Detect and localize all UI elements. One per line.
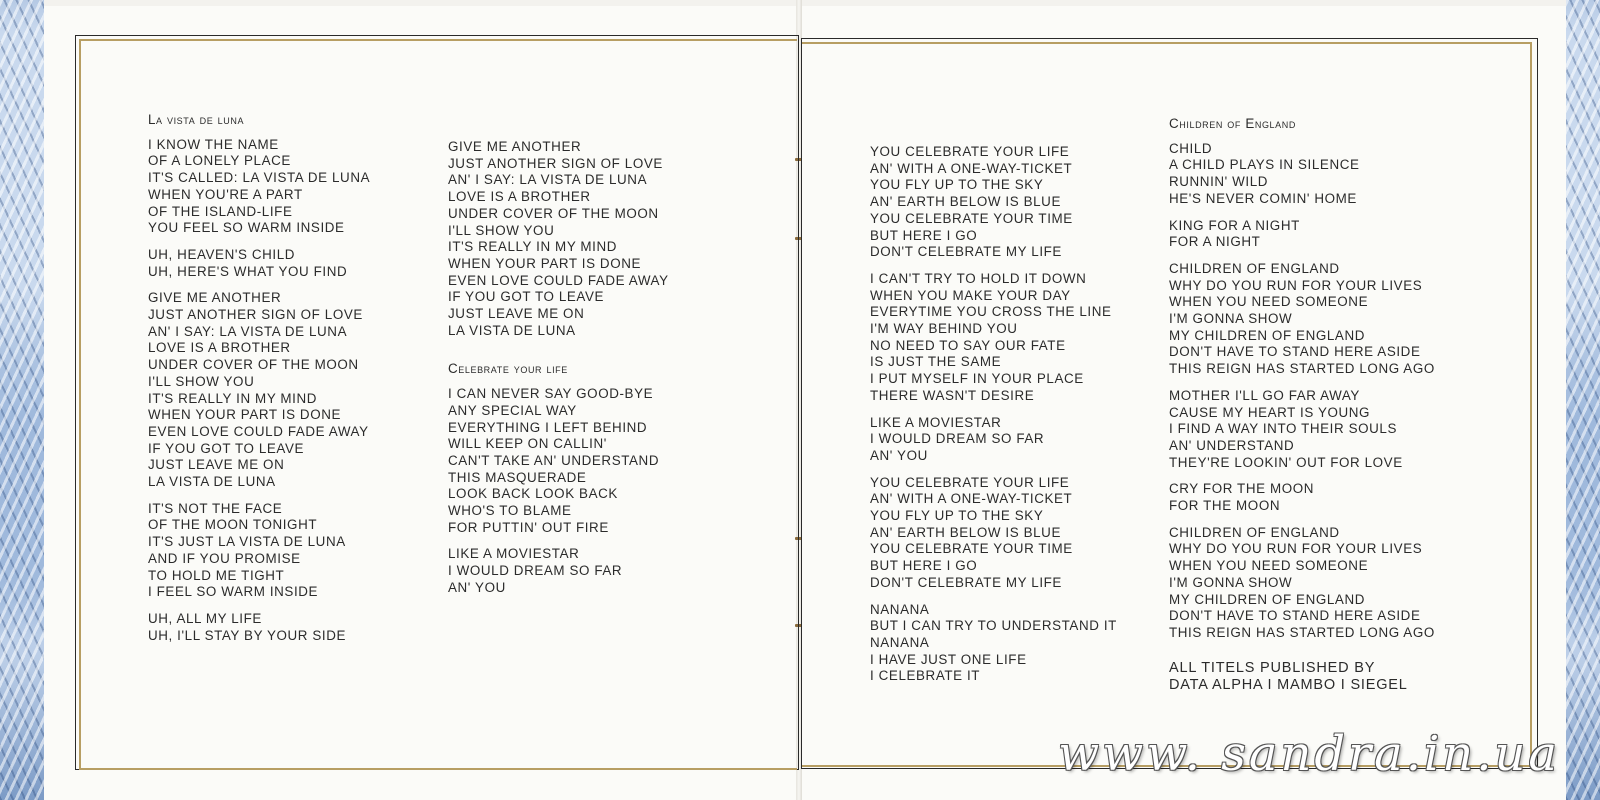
lyric-line: GIVE ME ANOTHER xyxy=(448,139,582,154)
lyric-line: UH, I'LL STAY BY YOUR SIDE xyxy=(148,627,346,643)
lyric-line: I PUT MYSELF IN YOUR PLACE xyxy=(870,371,1084,387)
publishing-credit xyxy=(1169,660,1435,694)
lyric-line: I'M GONNA SHOW xyxy=(1169,574,1293,590)
lyrics-column-4 xyxy=(1169,116,1435,694)
lyric-line: IF YOU GOT TO LEAVE xyxy=(148,440,305,456)
lyric-line: TO HOLD ME TIGHT xyxy=(148,567,285,583)
lyric-line: EVEN LOVE COULD FADE AWAY xyxy=(448,272,669,288)
lyric-line: CRY FOR THE MOON xyxy=(1169,481,1315,497)
lyric-line: DON'T CELEBRATE MY LIFE xyxy=(870,574,1062,590)
lyric-line: BUT I CAN TRY TO UNDERSTAND IT xyxy=(870,618,1117,634)
stanza xyxy=(448,139,669,339)
lyric-line: YOU CELEBRATE YOUR TIME xyxy=(870,541,1073,557)
lyric-line: FOR PUTTIN' OUT FIRE xyxy=(448,519,609,535)
lyric-line: AN' EARTH BELOW IS BLUE xyxy=(870,524,1061,540)
lyric-line: LA VISTA DE LUNA xyxy=(148,474,276,490)
lyric-line: THEY'RE LOOKIN' OUT FOR LOVE xyxy=(1169,454,1403,470)
lyrics-body xyxy=(448,386,669,596)
stanza xyxy=(448,386,669,536)
lyric-line: I CAN'T TRY TO HOLD IT DOWN xyxy=(870,270,1087,286)
lyric-line: IT'S JUST LA VISTA DE LUNA xyxy=(148,534,346,550)
lyric-line: EVERYTIME YOU CROSS THE LINE xyxy=(870,304,1112,320)
lyric-line: WHY DO YOU RUN FOR YOUR LIVES xyxy=(1169,277,1423,293)
lyric-line: CHILDREN OF ENGLAND xyxy=(1169,260,1340,276)
stanza xyxy=(870,602,1117,686)
lyric-line: FOR THE MOON xyxy=(1169,498,1281,514)
lyric-line: THERE WASN'T DESIRE xyxy=(870,387,1035,403)
song-title: Celebrate your life xyxy=(448,361,568,377)
song-title: Children of England xyxy=(1169,116,1296,131)
lyric-line: YOU FLY UP TO THE SKY xyxy=(870,508,1044,524)
lyric-line: BUT HERE I GO xyxy=(870,227,978,243)
lyric-line: UH, ALL MY LIFE xyxy=(148,610,262,626)
lyric-line: FOR A NIGHT xyxy=(1169,234,1261,250)
lyric-line: AN' I SAY: LA VISTA DE LUNA xyxy=(448,172,648,188)
marbled-edge-left xyxy=(0,0,44,800)
lyric-line: WHEN YOU NEED SOMEONE xyxy=(1169,558,1369,574)
lyric-line: I FIND A WAY INTO THEIR SOULS xyxy=(1169,421,1397,437)
stanza xyxy=(148,290,370,490)
lyric-line: WHO'S TO BLAME xyxy=(448,503,572,519)
lyric-line: UH, HERE'S WHAT YOU FIND xyxy=(148,263,348,279)
lyric-line: IT'S REALLY IN MY MIND xyxy=(148,390,318,406)
lyric-line: I'M WAY BEHIND YOU xyxy=(870,321,1018,337)
lyric-line: MY CHILDREN OF ENGLAND xyxy=(1169,591,1365,607)
stanza xyxy=(1169,141,1435,208)
lyric-line: I WOULD DREAM SO FAR xyxy=(870,431,1045,447)
stanza xyxy=(1169,388,1435,472)
lyric-line: UNDER COVER OF THE MOON xyxy=(448,205,659,221)
lyric-line: AN' YOU xyxy=(870,447,928,463)
lyric-line: YOU FEEL SO WARM INSIDE xyxy=(148,220,345,236)
lyrics-body xyxy=(1169,141,1435,642)
lyric-line: AN' I SAY: LA VISTA DE LUNA xyxy=(148,323,348,339)
lyric-line: NANANA xyxy=(870,634,930,650)
watermark-url: www. sandra.in.ua xyxy=(1058,726,1560,782)
lyric-line: JUST ANOTHER SIGN OF LOVE xyxy=(148,307,363,323)
lyric-line: CHILDREN OF ENGLAND xyxy=(1169,524,1340,540)
lyric-line: A CHILD PLAYS IN SILENCE xyxy=(1169,157,1360,173)
lyric-line: WHEN YOU NEED SOMEONE xyxy=(1169,294,1369,310)
lyric-line: IT'S REALLY IN MY MIND xyxy=(448,239,618,255)
song-title: La vista de luna xyxy=(148,112,245,127)
lyric-line: JUST LEAVE ME ON xyxy=(148,457,285,473)
stanza xyxy=(148,137,370,237)
lyric-line: OF THE ISLAND-LIFE xyxy=(148,203,293,219)
stanza xyxy=(1169,481,1435,514)
lyric-line: RUNNIN' WILD xyxy=(1169,174,1269,190)
stanza xyxy=(148,611,370,644)
lyric-line: YOU CELEBRATE YOUR LIFE xyxy=(870,144,1070,159)
lyric-line: IT'S NOT THE FACE xyxy=(148,500,283,516)
lyric-line: HE'S NEVER COMIN' HOME xyxy=(1169,190,1357,206)
lyrics-column-1 xyxy=(148,112,370,654)
marbled-edge-right xyxy=(1566,0,1600,800)
lyric-line: OF A LONELY PLACE xyxy=(148,153,291,169)
lyric-line: WHEN YOU MAKE YOUR DAY xyxy=(870,287,1071,303)
lyric-line: YOU CELEBRATE YOUR LIFE xyxy=(870,474,1070,490)
lyric-line: WHEN YOUR PART IS DONE xyxy=(148,407,342,423)
lyrics-body xyxy=(148,137,370,645)
lyric-line: DON'T CELEBRATE MY LIFE xyxy=(870,244,1062,260)
lyric-line: I'LL SHOW YOU xyxy=(448,222,555,238)
lyric-line: WHY DO YOU RUN FOR YOUR LIVES xyxy=(1169,541,1423,557)
credit-line: ALL TITELS PUBLISHED BY xyxy=(1169,659,1376,676)
lyric-line: EVERYTHING I LEFT BEHIND xyxy=(448,419,648,435)
lyric-line: I HAVE JUST ONE LIFE xyxy=(870,651,1027,667)
lyric-line: AN' WITH A ONE-WAY-TICKET xyxy=(870,160,1073,176)
lyric-line: I'LL SHOW YOU xyxy=(148,373,255,389)
lyric-line: AN' UNDERSTAND xyxy=(1169,437,1295,453)
lyric-line: IF YOU GOT TO LEAVE xyxy=(448,289,605,305)
stanza xyxy=(1169,525,1435,642)
lyric-line: IS JUST THE SAME xyxy=(870,354,1002,370)
stanza xyxy=(1169,261,1435,378)
lyric-line: JUST LEAVE ME ON xyxy=(448,306,585,322)
lyric-line: LIKE A MOVIESTAR xyxy=(448,546,580,562)
stanza xyxy=(870,144,1117,261)
lyric-line: GIVE ME ANOTHER xyxy=(148,290,282,306)
stanza xyxy=(148,501,370,601)
lyric-line: WHEN YOUR PART IS DONE xyxy=(448,255,642,271)
lyric-line: YOU CELEBRATE YOUR TIME xyxy=(870,210,1073,226)
lyrics-body xyxy=(448,139,669,339)
lyric-line: NANANA xyxy=(870,601,930,617)
lyric-line: AN' EARTH BELOW IS BLUE xyxy=(870,194,1061,210)
lyric-line: OF THE MOON TONIGHT xyxy=(148,517,318,533)
stanza xyxy=(870,415,1117,465)
lyric-line: MY CHILDREN OF ENGLAND xyxy=(1169,327,1365,343)
lyric-line: LA VISTA DE LUNA xyxy=(448,322,576,338)
lyric-line: DON'T HAVE TO STAND HERE ASIDE xyxy=(1169,608,1421,624)
lyric-line: THIS MASQUERADE xyxy=(448,469,587,485)
lyric-line: I'M GONNA SHOW xyxy=(1169,311,1293,327)
lyric-line: I FEEL SO WARM INSIDE xyxy=(148,584,319,600)
lyric-line: I KNOW THE NAME xyxy=(148,136,279,152)
credit-line: DATA ALPHA I MAMBO I SIEGEL xyxy=(1169,676,1408,693)
lyric-line: LIKE A MOVIESTAR xyxy=(870,414,1002,430)
lyric-line: MOTHER I'LL GO FAR AWAY xyxy=(1169,387,1360,403)
lyric-line: CAUSE MY HEART IS YOUNG xyxy=(1169,404,1371,420)
stanza xyxy=(1169,218,1435,251)
lyric-line: JUST ANOTHER SIGN OF LOVE xyxy=(448,155,663,171)
lyric-line: ANY SPECIAL WAY xyxy=(448,402,577,418)
lyrics-column-2 xyxy=(448,139,669,607)
lyric-line: I CAN NEVER SAY GOOD-BYE xyxy=(448,386,654,402)
lyric-line: I WOULD DREAM SO FAR xyxy=(448,563,623,579)
stanza xyxy=(448,546,669,596)
stanza xyxy=(148,247,370,280)
lyric-line: AN' YOU xyxy=(448,579,506,595)
lyric-line: CAN'T TAKE AN' UNDERSTAND xyxy=(448,452,660,468)
lyric-line: IT'S CALLED: LA VISTA DE LUNA xyxy=(148,170,371,186)
lyric-line: NO NEED TO SAY OUR FATE xyxy=(870,337,1066,353)
lyric-line: BUT HERE I GO xyxy=(870,558,978,574)
lyric-line: LOVE IS A BROTHER xyxy=(148,340,291,356)
lyric-line: LOVE IS A BROTHER xyxy=(448,189,591,205)
lyric-line: I CELEBRATE IT xyxy=(870,668,981,684)
lyric-line: LOOK BACK LOOK BACK xyxy=(448,486,618,502)
lyric-line: UNDER COVER OF THE MOON xyxy=(148,357,359,373)
lyric-line: AN' WITH A ONE-WAY-TICKET xyxy=(870,491,1073,507)
lyric-line: CHILD xyxy=(1169,140,1213,156)
lyric-line: THIS REIGN HAS STARTED LONG AGO xyxy=(1169,624,1435,640)
lyric-line: AND IF YOU PROMISE xyxy=(148,550,301,566)
lyric-line: WHEN YOU'RE A PART xyxy=(148,186,303,202)
lyric-line: THIS REIGN HAS STARTED LONG AGO xyxy=(1169,361,1435,377)
lyrics-column-3 xyxy=(870,144,1117,695)
lyric-line: KING FOR A NIGHT xyxy=(1169,217,1300,233)
lyrics-body xyxy=(870,144,1117,685)
stanza xyxy=(870,475,1117,592)
stanza xyxy=(870,271,1117,405)
lyric-line: YOU FLY UP TO THE SKY xyxy=(870,177,1044,193)
lyric-line: UH, HEAVEN'S CHILD xyxy=(148,246,296,262)
lyric-line: EVEN LOVE COULD FADE AWAY xyxy=(148,423,369,439)
lyric-line: DON'T HAVE TO STAND HERE ASIDE xyxy=(1169,344,1421,360)
lyric-line: WILL KEEP ON CALLIN' xyxy=(448,436,607,452)
